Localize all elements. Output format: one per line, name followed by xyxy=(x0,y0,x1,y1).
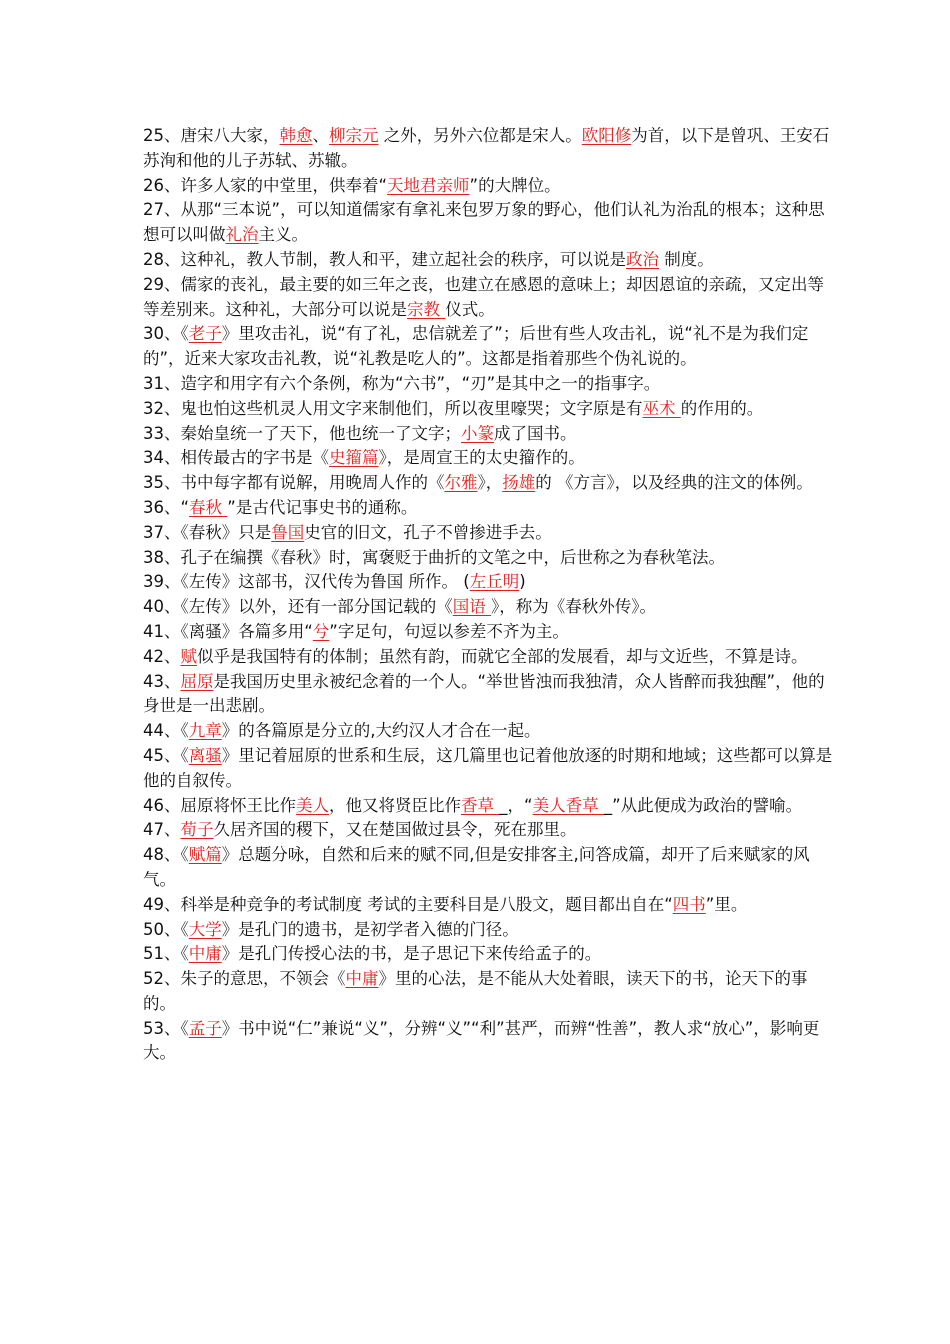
answer-text: 荀子 xyxy=(180,820,214,840)
question-text: 32、鬼也怕这些机灵人用文字来制他们，所以夜里嚎哭；文字原是有 xyxy=(143,398,643,418)
question-item xyxy=(143,670,833,720)
question-text: _，“ xyxy=(499,795,533,815)
question-text: 38、孔子在编撰《春秋》时，寓褒贬于曲折的文笔之中，后世称之为春秋笔法。 xyxy=(143,547,725,567)
question-text: 之外，另外六位都是宋人。 xyxy=(378,126,582,145)
answer-text: 柳宗元 xyxy=(329,126,379,145)
question-text: ”的大牌位。 xyxy=(469,175,561,195)
question-item xyxy=(143,521,833,546)
question-item xyxy=(143,818,833,843)
question-text: ”字足句，句逗以参差不齐为主。 xyxy=(329,621,569,641)
question-text: 41、《离骚》各篇多用“ xyxy=(143,621,313,641)
question-item xyxy=(143,843,833,893)
question-item xyxy=(143,918,833,943)
question-text: ”是古代记事史书的通称。 xyxy=(227,497,418,517)
question-item xyxy=(143,372,833,397)
question-text: 》是孔门传授心法的书，是子思记下来传给孟子的。 xyxy=(221,944,602,964)
question-text: 主义。 xyxy=(258,225,308,245)
question-text: 43、 xyxy=(143,671,181,691)
question-text: 史官的旧文，孔子不曾掺进手去。 xyxy=(304,522,552,542)
answer-text: 国语 xyxy=(452,597,491,617)
question-item xyxy=(143,595,833,620)
answer-text: 屈原 xyxy=(180,671,214,691)
question-text: 34、相传最古的字书是《 xyxy=(143,448,329,468)
answer-text: 扬雄 xyxy=(502,473,536,493)
question-item xyxy=(143,422,833,447)
question-text: 52、朱子的意思，不领会《 xyxy=(143,969,346,989)
question-text: 》里的心法，是不能从大处着眼，读天下的书，论天下的事的。 xyxy=(143,969,808,1013)
answer-text: 尔雅 xyxy=(444,473,478,493)
answer-text: 九章 xyxy=(188,721,222,741)
answer-text: 礼治 xyxy=(225,225,259,245)
question-text: 似乎是我国特有的体制；虽然有韵，而就它全部的发展看，却与文近些，不算是诗。 xyxy=(197,646,808,666)
question-text: 46、屈原将怀王比作 xyxy=(143,795,296,815)
question-text: 》， xyxy=(477,473,503,493)
question-item xyxy=(143,248,833,273)
question-item xyxy=(143,124,833,174)
question-item xyxy=(143,174,833,199)
question-text: 》，称为《春秋外传》。 xyxy=(491,597,656,617)
question-text: 33、秦始皇统一了天下，他也统一了文字； xyxy=(143,423,461,443)
question-text: 的 《方言》，以及经典的注文的体例。 xyxy=(535,473,813,493)
answer-text: 孟子 xyxy=(188,1018,222,1038)
question-item xyxy=(143,570,833,595)
answer-text: 赋篇 xyxy=(188,845,222,865)
question-text: 》的各篇原是分立的,大约汉人才合在一起。 xyxy=(221,721,541,741)
answer-text: 美人 xyxy=(296,795,329,815)
question-text: 26、许多人家的中堂里，供奉着“ xyxy=(143,175,388,195)
question-item xyxy=(143,893,833,918)
question-item xyxy=(143,546,833,571)
question-text: ”里。 xyxy=(705,894,748,914)
answer-text: 史籀篇 xyxy=(329,448,379,468)
question-text: 37、《春秋》只是 xyxy=(143,522,272,542)
question-text: 49、科举是种竞争的考试制度 考试的主要科目是八股文，题目都出自在“ xyxy=(143,894,673,914)
question-item xyxy=(143,198,833,248)
question-text: 39、《左传》这部书，汉代传为鲁国 所作。 ( xyxy=(143,572,470,592)
question-item xyxy=(143,942,833,967)
question-text: 成了国书。 xyxy=(494,423,577,443)
question-item xyxy=(143,794,833,819)
answer-text: 大学 xyxy=(188,919,222,939)
question-text: 28、这种礼，教人节制，教人和平，建立起社会的秩序，可以说是 xyxy=(143,249,626,269)
question-text: 36、“ xyxy=(143,497,190,517)
question-text: 48、《 xyxy=(143,845,189,865)
question-item xyxy=(143,645,833,670)
answer-text: 春秋 xyxy=(189,497,228,517)
answer-text: 天地君亲师 xyxy=(387,175,470,195)
question-text: 31、造字和用字有六个条例，称为“六书”，“刃”是其中之一的指事字。 xyxy=(143,373,661,393)
question-text: 》书中说“仁”兼说“义”，分辨“义”“利”甚严，而辨“性善”，教人求“放心”，影响更大。 xyxy=(143,1018,820,1063)
question-text: 45、《 xyxy=(143,745,189,765)
question-text: ，他又将贤臣比作 xyxy=(329,795,461,815)
question-item xyxy=(143,397,833,422)
question-item xyxy=(143,446,833,471)
answer-text: 左丘明 xyxy=(469,572,520,592)
question-item xyxy=(143,496,833,521)
answer-text: 中庸 xyxy=(345,969,379,989)
question-text: 》总题分咏，自然和后来的赋不同,但是安排客主,问答成篇，却开了后来赋家的风气。 xyxy=(143,845,810,889)
question-text: 制度。 xyxy=(659,249,714,269)
question-item xyxy=(143,273,833,323)
question-text: 仪式。 xyxy=(445,299,495,319)
question-text: 42、 xyxy=(143,646,181,666)
question-text: 为首，以下是曾巩、王安石苏洵和他的儿子苏轼、苏辙。 xyxy=(143,126,830,170)
question-text: 的作用的。 xyxy=(680,398,764,418)
question-text: 》，是周宣王的太史籀作的。 xyxy=(378,448,585,468)
question-item xyxy=(143,620,833,645)
question-text: _”从此便成为政治的譬喻。 xyxy=(603,795,803,815)
question-text: 47、 xyxy=(143,820,181,840)
answer-text: 美人香草 xyxy=(532,795,604,815)
question-text: 29、儒家的丧礼，最主要的如三年之丧，也建立在感恩的意味上；却因恩谊的亲疏，又定出等等差别来。这种礼，大部分可以说是 xyxy=(143,274,824,319)
question-text: 51、《 xyxy=(143,944,189,964)
answer-text: 韩愈 xyxy=(279,126,313,145)
answer-text: 香草 xyxy=(461,795,500,815)
question-item xyxy=(143,1017,833,1067)
answer-text: 四书 xyxy=(672,894,706,914)
question-text: 》里记着屈原的世系和生辰，这几篇里也记着他放逐的时期和地域；这些都可以算是他的自叙传。 xyxy=(143,745,833,790)
answer-text: 巫术 xyxy=(642,398,681,418)
answer-text: 兮 xyxy=(312,621,330,641)
question-text: 》是孔门的遗书，是初学者入德的门径。 xyxy=(221,919,519,939)
answer-text: 政治 xyxy=(626,249,659,269)
question-text: 44、《 xyxy=(143,721,189,741)
question-item xyxy=(143,967,833,1017)
question-text: ) xyxy=(519,572,526,592)
answer-text: 赋 xyxy=(180,646,197,666)
question-text: 27、从那“三本说”，可以知道儒家有拿礼来包罗万象的野心，他们认礼为治乱的根本；这种思想可以叫做 xyxy=(143,200,825,245)
question-item xyxy=(143,744,833,794)
answer-text: 老子 xyxy=(188,324,222,344)
question-text: 久居齐国的稷下，又在楚国做过县令，死在那里。 xyxy=(213,820,577,840)
question-text: 35、书中每字都有说解，用晚周人作的《 xyxy=(143,473,445,493)
question-text: 》里攻击礼，说“有了礼，忠信就差了”；后世有些人攻击礼，说“礼不是为我们定的”，近来大家攻击礼教，说“礼教是吃人的”。这都是指着那些个伪礼说的。 xyxy=(143,324,809,369)
question-text: 53、《 xyxy=(143,1018,189,1038)
question-item xyxy=(143,719,833,744)
answer-text: 鲁国 xyxy=(271,522,305,542)
question-text: 25、唐宋八大家， xyxy=(143,126,280,145)
answer-text: 离骚 xyxy=(188,745,222,765)
document-body xyxy=(143,124,833,1066)
question-text: 、 xyxy=(312,126,329,145)
question-text: 40、《左传》以外，还有一部分国记载的《 xyxy=(143,597,453,617)
question-text: 50、《 xyxy=(143,919,189,939)
question-text: 30、《 xyxy=(143,324,189,344)
question-item xyxy=(143,322,833,372)
question-text: 是我国历史里永被纪念着的一个人。“举世皆浊而我独清，众人皆醉而我独醒”，他的身世是一出悲剧。 xyxy=(143,671,825,716)
answer-text: 中庸 xyxy=(188,944,222,964)
answer-text: 小篆 xyxy=(461,423,494,443)
answer-text: 欧阳修 xyxy=(581,126,632,145)
answer-text: 宗教 xyxy=(407,299,446,319)
question-item xyxy=(143,471,833,496)
